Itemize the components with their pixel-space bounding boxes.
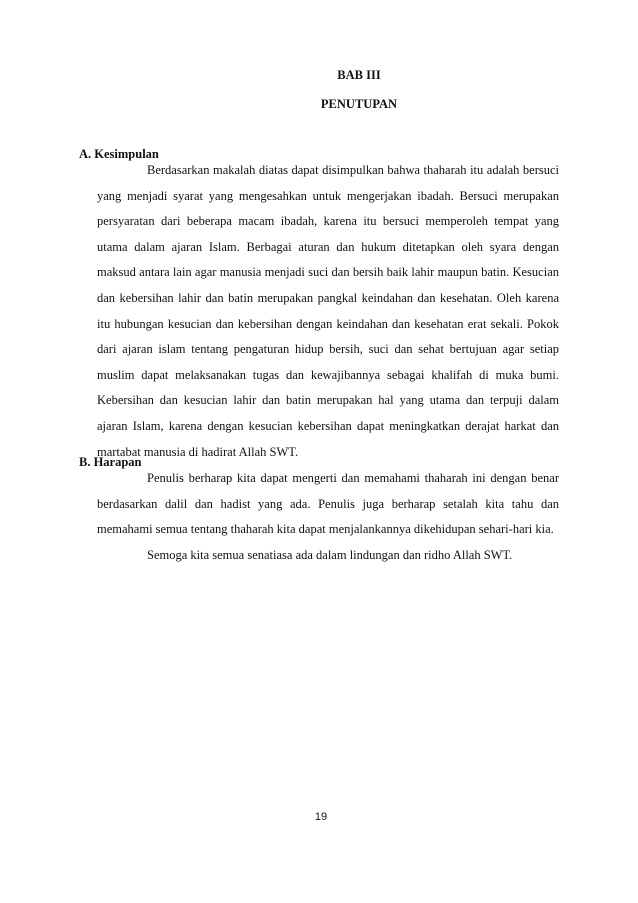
section-body-harapan [97,466,559,568]
chapter-number: BAB III [337,68,381,82]
page-number: 19 [314,811,328,823]
section-heading-harapan: B. Harapan [79,455,142,469]
paragraph: Berdasarkan makalah diatas dapat disimpulkan bahwa thaharah itu adalah bersuci yang menjadi syarat yang mengesahkan untuk mengerjakan ibadah. Bersuci merupakan persyaratan dari beberapa macam ibadah, karena itu bersuci memperoleh tempat yang utama dalam ajaran Islam. Berbagai aturan dan hukum ditetapkan oleh syara dengan maksud antara lain agar manusia menjadi suci dan bersih baik lahir maupun batin. Kesucian dan kebersihan lahir dan batin merupakan pangkal keindahan dan kesehatan. Oleh karena itu hubungan kesucian dan kebersihan dengan keindahan dan kesehatan erat sekali. Pokok dari ajaran islam tentang pengaturan hidup bersih, suci dan sehat bertujuan agar setiap muslim dapat melaksanakan tugas dan kewajibannya sebagai khalifah di muka bumi. Kebersihan dan kesucian lahir dan batin merupakan hal yang utama dan terpuji dalam ajaran Islam, karena dengan kesucian kebersihan dapat meningkatkan derajat harkat dan martabat manusia di hadirat Allah SWT. [97,163,559,459]
paragraph: Semoga kita semua senatiasa ada dalam lindungan dan ridho Allah SWT. [147,547,513,562]
section-heading-kesimpulan: A. Kesimpulan [79,147,159,161]
paragraph: Penulis berharap kita dapat mengerti dan memahami thaharah ini dengan benar berdasarkan dalil dan hadist yang ada. Penulis juga berharap setalah kita tahu dan memahami semua tentang thaharah kita dapat menjalankannya dikehidupan sehari-hari kia. [97,471,559,537]
chapter-title: PENUTUPAN [320,97,398,111]
section-body-kesimpulan [97,158,559,465]
